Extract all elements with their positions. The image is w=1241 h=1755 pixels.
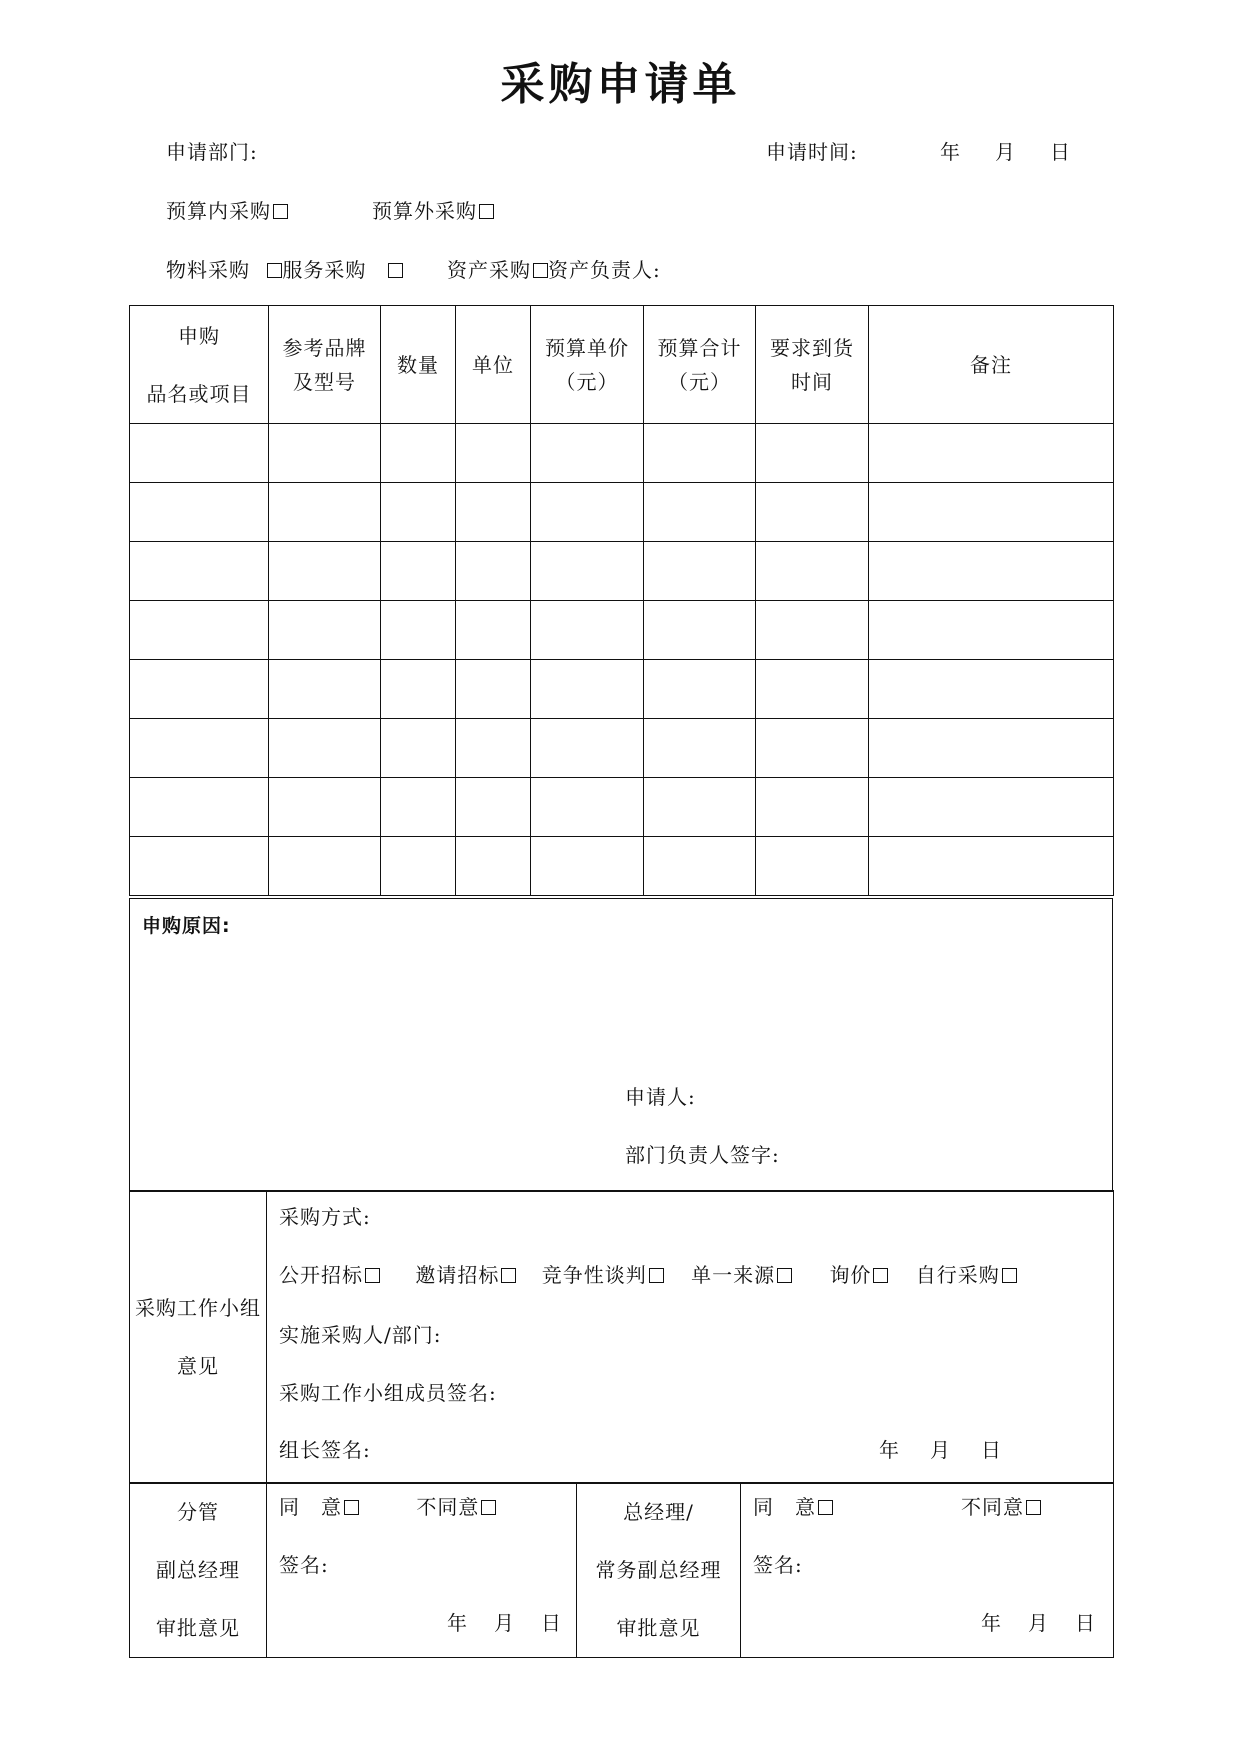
group-content-cell (267, 1191, 1114, 1484)
table-cell[interactable] (269, 483, 381, 542)
table-cell[interactable] (269, 660, 381, 719)
method-inquiry-label: 询价 (829, 1263, 872, 1287)
col-header-remark: 备注 (869, 306, 1114, 424)
asset-owner-label: 资产负责人: (548, 258, 661, 282)
table-cell[interactable] (869, 778, 1114, 837)
table-cell[interactable] (269, 778, 381, 837)
method-self-checkbox[interactable] (1002, 1268, 1017, 1283)
table-cell[interactable] (269, 719, 381, 778)
table-cell[interactable] (130, 601, 269, 660)
table-cell[interactable] (130, 542, 269, 601)
budget-in-label: 预算内采购 (166, 199, 271, 223)
table-cell[interactable] (381, 778, 456, 837)
budget-out-checkbox[interactable] (479, 204, 494, 219)
table-cell[interactable] (756, 719, 869, 778)
table-cell[interactable] (531, 719, 644, 778)
table-cell[interactable] (130, 778, 269, 837)
table-row (130, 719, 1114, 778)
table-cell[interactable] (456, 660, 531, 719)
table-row (130, 837, 1114, 896)
group-label-line1: 采购工作小组 (135, 1296, 261, 1320)
gm-agree-option: 同 意 (753, 1491, 833, 1520)
col-header-unit: 单位 (456, 306, 531, 424)
material-label: 物料采购 (166, 258, 250, 282)
table-cell[interactable] (130, 719, 269, 778)
gm-disagree-checkbox[interactable] (1026, 1500, 1041, 1515)
table-cell[interactable] (644, 719, 756, 778)
table-cell[interactable] (869, 837, 1114, 896)
budget-in-checkbox[interactable] (273, 204, 288, 219)
table-cell[interactable] (381, 542, 456, 601)
method-negotiation-label: 竞争性谈判 (541, 1263, 647, 1287)
vp-sign-label: 签名: (279, 1553, 329, 1577)
dept-label: 申请部门: (166, 140, 258, 164)
table-cell[interactable] (381, 424, 456, 483)
budget-out-option (372, 195, 494, 224)
col-header-brand: 参考品牌 及型号 (269, 306, 381, 424)
table-cell[interactable] (644, 424, 756, 483)
table-cell[interactable] (756, 483, 869, 542)
table-cell[interactable] (531, 483, 644, 542)
material-checkbox[interactable] (267, 263, 282, 278)
table-cell[interactable] (756, 542, 869, 601)
table-cell[interactable] (869, 719, 1114, 778)
table-cell[interactable] (456, 542, 531, 601)
vp-agree-checkbox[interactable] (344, 1500, 359, 1515)
vp-disagree-checkbox[interactable] (481, 1500, 496, 1515)
table-cell[interactable] (644, 483, 756, 542)
month-label: 月 (995, 140, 1016, 164)
table-row (130, 601, 1114, 660)
table-cell[interactable] (456, 837, 531, 896)
table-cell[interactable] (130, 660, 269, 719)
table-cell[interactable] (381, 719, 456, 778)
method-open-tender-checkbox[interactable] (365, 1268, 380, 1283)
table-row (130, 778, 1114, 837)
group-date: 年 月 日 (879, 1438, 1002, 1462)
method-label: 采购方式: (279, 1205, 371, 1229)
table-cell[interactable] (531, 778, 644, 837)
time-label: 申请时间: (766, 140, 858, 164)
applicant-label: 申请人: (625, 1085, 696, 1109)
reason-section (129, 898, 1113, 1192)
service-label: 服务采购 (282, 258, 367, 282)
implementer-label: 实施采购人/部门: (279, 1323, 442, 1347)
asset-option (447, 254, 661, 283)
table-row (130, 424, 1114, 483)
col-header-item: 申购 品名或项目 (130, 306, 269, 424)
group-section (129, 1190, 1114, 1484)
method-single-source-label: 单一来源 (691, 1263, 776, 1287)
table-row (130, 483, 1114, 542)
table-cell[interactable] (456, 778, 531, 837)
gm-date: 年 月 日 (981, 1611, 1096, 1635)
method-invite-tender-checkbox[interactable] (501, 1268, 516, 1283)
table-cell[interactable] (130, 837, 269, 896)
table-cell[interactable] (644, 542, 756, 601)
table-cell[interactable] (869, 660, 1114, 719)
asset-checkbox[interactable] (533, 263, 548, 278)
table-cell[interactable] (130, 424, 269, 483)
table-cell[interactable] (756, 778, 869, 837)
material-option (166, 254, 403, 283)
table-cell[interactable] (269, 542, 381, 601)
table-row (130, 542, 1114, 601)
table-cell[interactable] (381, 601, 456, 660)
gm-agree-checkbox[interactable] (818, 1500, 833, 1515)
col-header-unit-price: 预算单价 （元） (531, 306, 644, 424)
approval-section (129, 1482, 1114, 1658)
table-cell[interactable] (756, 424, 869, 483)
table-cell[interactable] (531, 542, 644, 601)
dept-sign-label: 部门负责人签字: (625, 1143, 780, 1167)
table-cell[interactable] (644, 601, 756, 660)
document-title: 采购申请单 (500, 59, 741, 110)
table-cell[interactable] (756, 660, 869, 719)
table-cell[interactable] (531, 660, 644, 719)
gm-sign-label: 签名: (753, 1553, 803, 1577)
vp-date: 年 月 日 (447, 1611, 562, 1635)
service-checkbox[interactable] (388, 263, 403, 278)
leader-sign-label: 组长签名: (279, 1438, 371, 1462)
group-label-cell (130, 1191, 267, 1484)
col-header-qty: 数量 (381, 306, 456, 424)
table-cell[interactable] (381, 660, 456, 719)
method-self-label: 自行采购 (915, 1263, 1000, 1287)
budget-in-option (166, 195, 288, 224)
vp-opinion-cell (267, 1483, 577, 1658)
table-cell[interactable] (756, 601, 869, 660)
table-cell[interactable] (269, 424, 381, 483)
method-open-tender-label: 公开招标 (279, 1263, 363, 1287)
table-cell[interactable] (869, 601, 1114, 660)
gm-label-cell: 总经理/ 常务副总经理 审批意见 (577, 1483, 741, 1658)
table-cell[interactable] (381, 837, 456, 896)
table-cell[interactable] (269, 837, 381, 896)
table-cell[interactable] (644, 837, 756, 896)
members-sign-label: 采购工作小组成员签名: (279, 1381, 497, 1405)
table-cell[interactable] (869, 542, 1114, 601)
col-header-total: 预算合计 （元） (644, 306, 756, 424)
table-cell[interactable] (456, 483, 531, 542)
table-cell[interactable] (381, 483, 456, 542)
reason-cell[interactable] (130, 899, 1113, 1192)
col-header-delivery: 要求到货 时间 (756, 306, 869, 424)
table-cell[interactable] (531, 837, 644, 896)
table-cell[interactable] (869, 424, 1114, 483)
method-inquiry-checkbox[interactable] (873, 1268, 888, 1283)
method-negotiation-checkbox[interactable] (649, 1268, 664, 1283)
group-label-line2: 意见 (177, 1354, 219, 1378)
table-cell[interactable] (456, 719, 531, 778)
table-cell[interactable] (456, 601, 531, 660)
gm-disagree-option: 不同意 (961, 1491, 1041, 1520)
table-cell[interactable] (756, 837, 869, 896)
items-table (129, 305, 1114, 896)
vp-agree-option: 同 意 不同意 (279, 1491, 496, 1520)
table-cell[interactable] (869, 483, 1114, 542)
method-invite-tender-label: 邀请招标 (415, 1263, 500, 1287)
table-row (130, 660, 1114, 719)
budget-out-label: 预算外采购 (372, 199, 477, 223)
table-cell[interactable] (531, 601, 644, 660)
table-cell[interactable] (269, 601, 381, 660)
method-options (279, 1259, 1017, 1288)
table-cell[interactable] (456, 424, 531, 483)
reason-label: 申购原因: (142, 915, 231, 937)
table-header-row (130, 306, 1114, 424)
gm-opinion-cell (741, 1483, 1114, 1658)
vp-label-cell: 分管 副总经理 审批意见 (130, 1483, 267, 1658)
table-cell[interactable] (531, 424, 644, 483)
table-cell[interactable] (644, 660, 756, 719)
table-cell[interactable] (130, 483, 269, 542)
table-cell[interactable] (644, 778, 756, 837)
year-label: 年 (940, 140, 961, 164)
day-label: 日 (1050, 140, 1071, 164)
asset-label: 资产采购 (447, 258, 531, 282)
method-single-source-checkbox[interactable] (777, 1268, 792, 1283)
